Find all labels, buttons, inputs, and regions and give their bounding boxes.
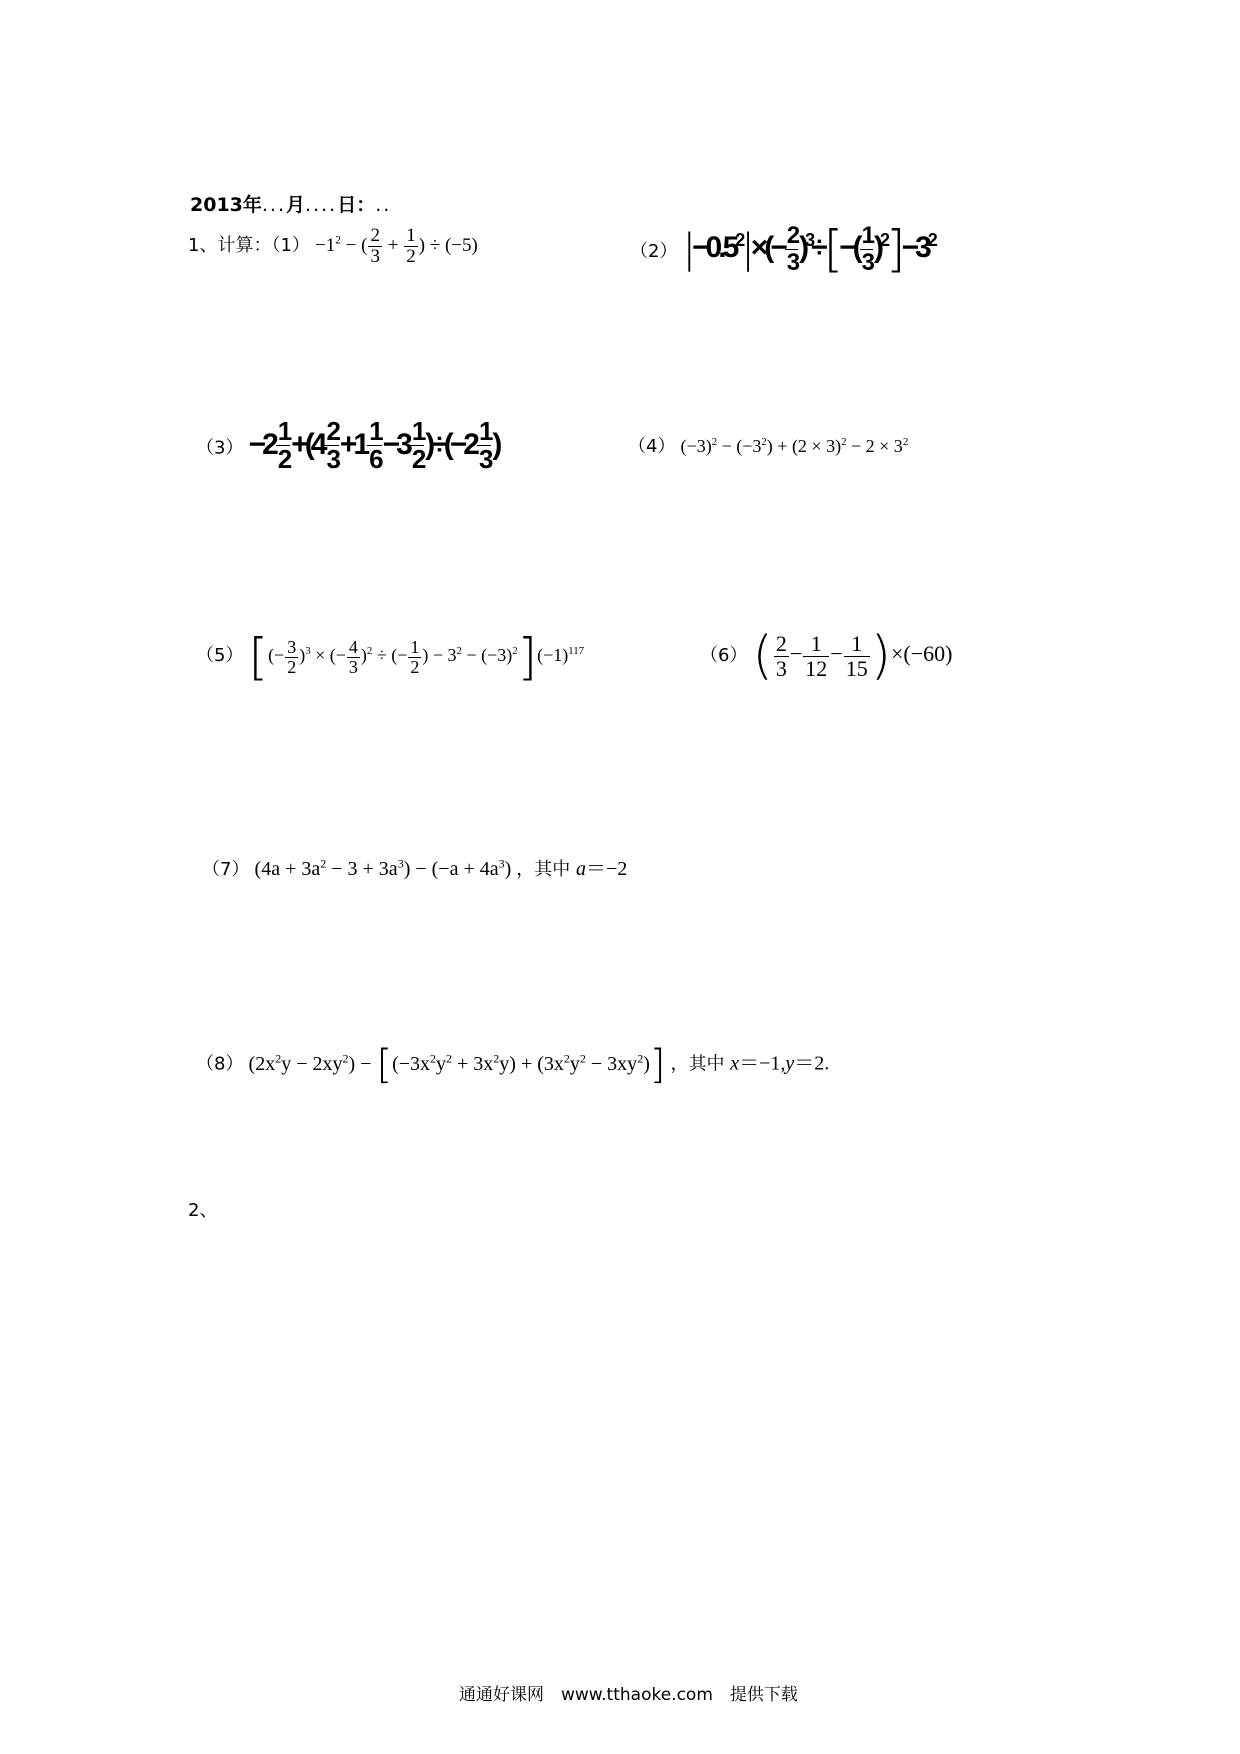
- term: − 3: [428, 645, 457, 666]
- term: −3: [901, 230, 928, 264]
- exponent: 2: [735, 229, 742, 250]
- term: +1: [339, 427, 367, 461]
- numerator: 1: [411, 416, 423, 446]
- fraction: [347, 638, 360, 677]
- fraction: [408, 638, 421, 677]
- numerator: 1: [277, 416, 289, 446]
- exponent: 2: [275, 1050, 282, 1065]
- exponent: 2: [335, 234, 341, 247]
- year: 2013年: [190, 194, 262, 216]
- numerator: 2: [370, 225, 380, 246]
- term: ÷ (−: [372, 645, 408, 666]
- exponent: 117: [568, 645, 585, 658]
- term: y) + (3x: [499, 1052, 564, 1075]
- condition: ，其中: [670, 1053, 731, 1075]
- expression: [248, 628, 585, 686]
- numerator: 1: [369, 416, 380, 446]
- numerator: 1: [844, 632, 870, 656]
- part-number: （2）: [630, 240, 678, 262]
- term: (−: [268, 645, 285, 666]
- term: ): [360, 645, 367, 666]
- denominator: 2: [406, 245, 416, 267]
- operator: ÷: [811, 230, 824, 264]
- term: ) − (−a + 4a: [403, 858, 499, 880]
- problem-6: [700, 626, 952, 686]
- term: y: [569, 1052, 580, 1075]
- term: − 3xy: [585, 1052, 638, 1075]
- abs-bar: |: [741, 226, 751, 272]
- exponent: 2: [841, 436, 847, 448]
- operator: −: [789, 641, 803, 667]
- denominator: 3: [370, 245, 380, 267]
- exponent: 2: [711, 436, 718, 448]
- numerator: 1: [861, 222, 872, 250]
- part-number: （5）: [196, 645, 244, 667]
- variable: x: [730, 1052, 740, 1075]
- fraction: [276, 418, 290, 474]
- fraction: [324, 418, 338, 474]
- denominator: 3: [786, 248, 797, 276]
- term: ): [422, 645, 429, 666]
- term: ) + (2 × 3): [766, 436, 842, 456]
- fraction: [774, 632, 789, 679]
- left-bracket: [: [823, 220, 840, 278]
- right-bracket: ]: [886, 220, 902, 278]
- value: ＝−2: [586, 858, 628, 880]
- right-bracket: ]: [517, 628, 538, 686]
- exponent: 2: [637, 1050, 644, 1065]
- term: (−3x: [392, 1052, 431, 1075]
- term: y − 2xy: [281, 1052, 343, 1075]
- exponent: 3: [305, 645, 311, 658]
- numerator: 1: [410, 636, 420, 657]
- denominator: 15: [845, 655, 868, 681]
- operator: −: [830, 641, 843, 667]
- term: (4a + 3a: [254, 858, 321, 880]
- term: − 2 × 3: [846, 436, 903, 456]
- exponent: 2: [512, 645, 518, 658]
- term: y: [436, 1052, 447, 1075]
- expression: [681, 436, 909, 456]
- term: ): [492, 427, 499, 461]
- fraction: [367, 418, 381, 474]
- part-number: （6）: [700, 645, 748, 667]
- fraction: [803, 632, 829, 679]
- term: +(4: [291, 427, 324, 461]
- denominator: 12: [805, 655, 828, 681]
- right-paren: ): [870, 626, 891, 686]
- dots: ....: [305, 194, 338, 216]
- date-line: [190, 190, 391, 217]
- problem-4: [628, 432, 908, 458]
- exponent: 2: [902, 436, 909, 448]
- expression: [255, 858, 517, 880]
- dots: ..: [375, 194, 392, 216]
- term: ): [299, 645, 306, 666]
- dots: ...: [261, 194, 287, 216]
- denominator: 3: [478, 444, 490, 475]
- denominator: 2: [410, 656, 420, 677]
- part-number: （1）: [271, 234, 310, 256]
- term: + 3x: [452, 1052, 494, 1075]
- fraction: [285, 638, 298, 677]
- denominator: 3: [326, 444, 337, 475]
- term: −1: [315, 234, 336, 256]
- term: ) ÷ (−5): [418, 234, 478, 256]
- day: 日：: [337, 194, 376, 216]
- part-number: （3）: [196, 437, 244, 459]
- term: −3: [382, 427, 409, 461]
- term: ): [504, 858, 512, 880]
- numerator: 4: [348, 636, 358, 657]
- term: − (−3): [461, 645, 513, 666]
- fraction: [368, 226, 382, 267]
- numerator: 2: [786, 222, 797, 250]
- expression: [315, 225, 478, 267]
- exponent: 2: [342, 1050, 349, 1065]
- denominator: 3: [348, 656, 358, 677]
- fraction: [404, 226, 418, 267]
- denominator: 2: [277, 444, 289, 475]
- problem-8: [196, 1042, 829, 1088]
- fraction: [785, 223, 798, 274]
- term: × (−: [310, 645, 346, 666]
- fraction: [410, 418, 424, 474]
- term: ×(−: [750, 230, 784, 264]
- problem-1: [188, 226, 478, 267]
- exponent: 2: [366, 645, 373, 658]
- part-number: （8）: [196, 1053, 244, 1075]
- left-bracket: [: [376, 1042, 393, 1088]
- part-number: （7）: [202, 859, 250, 880]
- denominator: 2: [287, 656, 297, 677]
- left-paren: (: [752, 626, 773, 686]
- value: ＝−1,: [739, 1052, 786, 1075]
- numerator: 3: [287, 636, 297, 657]
- problem-3: [196, 418, 498, 474]
- numerator: 1: [478, 416, 490, 446]
- denominator: 3: [775, 655, 787, 681]
- term: − (−3: [717, 436, 762, 456]
- expression: [248, 416, 499, 475]
- exponent: 2: [880, 229, 887, 250]
- term: (−3): [680, 436, 712, 456]
- term: − 3 + 3a: [326, 858, 398, 880]
- footer-text: 通通好课网 www.tthaoke.com 提供下载: [459, 1685, 798, 1705]
- exponent: 2: [563, 1050, 570, 1065]
- variable: y: [785, 1052, 795, 1075]
- numerator: 2: [326, 416, 337, 446]
- denominator: 2: [411, 444, 423, 475]
- exponent: 3: [805, 229, 812, 250]
- exponent: 2: [430, 1050, 437, 1065]
- term: (−1): [537, 645, 569, 666]
- question-1-label: 1、计算：: [188, 234, 272, 256]
- fraction: [860, 223, 873, 274]
- exponent: 3: [397, 856, 404, 871]
- term: −(: [839, 230, 859, 264]
- exponent: 3: [498, 856, 505, 871]
- expression: [682, 220, 934, 278]
- denominator: 6: [369, 444, 380, 475]
- abs-bar: |: [682, 226, 693, 272]
- fraction: [844, 632, 870, 679]
- exponent: 2: [456, 645, 462, 658]
- variable: a: [576, 858, 587, 880]
- exponent: 2: [493, 1050, 500, 1065]
- exponent: 2: [927, 229, 934, 250]
- month: 月: [286, 194, 306, 216]
- term: −0.5: [692, 230, 736, 264]
- numerator: 1: [406, 225, 416, 246]
- term: )÷(−2: [425, 427, 476, 461]
- exponent: 2: [446, 1050, 453, 1065]
- term: (2x: [248, 1052, 276, 1075]
- operator: +: [382, 234, 404, 256]
- exponent: 2: [761, 436, 767, 448]
- condition: ，其中: [516, 859, 577, 880]
- right-bracket: ]: [649, 1042, 666, 1088]
- exponent: 2: [320, 856, 327, 871]
- term: ×(−60): [890, 641, 953, 667]
- problem-7: [202, 852, 627, 881]
- term: ) −: [348, 1052, 377, 1075]
- term: ): [874, 230, 881, 264]
- exponent: 2: [579, 1050, 586, 1065]
- expression: [752, 626, 953, 686]
- value: ＝2.: [794, 1052, 830, 1075]
- fraction: [477, 418, 491, 474]
- part-number: （4）: [628, 436, 676, 457]
- expression: [248, 1042, 671, 1088]
- term: ): [643, 1052, 650, 1075]
- numerator: 2: [775, 631, 787, 657]
- term: ): [799, 230, 806, 264]
- problem-2: [630, 220, 934, 278]
- problem-5: [196, 628, 584, 686]
- numerator: 1: [803, 632, 829, 656]
- question-2-label: 2、: [188, 1200, 218, 1221]
- term: −2: [248, 427, 275, 461]
- term: − (: [340, 234, 368, 256]
- denominator: 3: [861, 248, 872, 276]
- left-bracket: [: [248, 628, 269, 686]
